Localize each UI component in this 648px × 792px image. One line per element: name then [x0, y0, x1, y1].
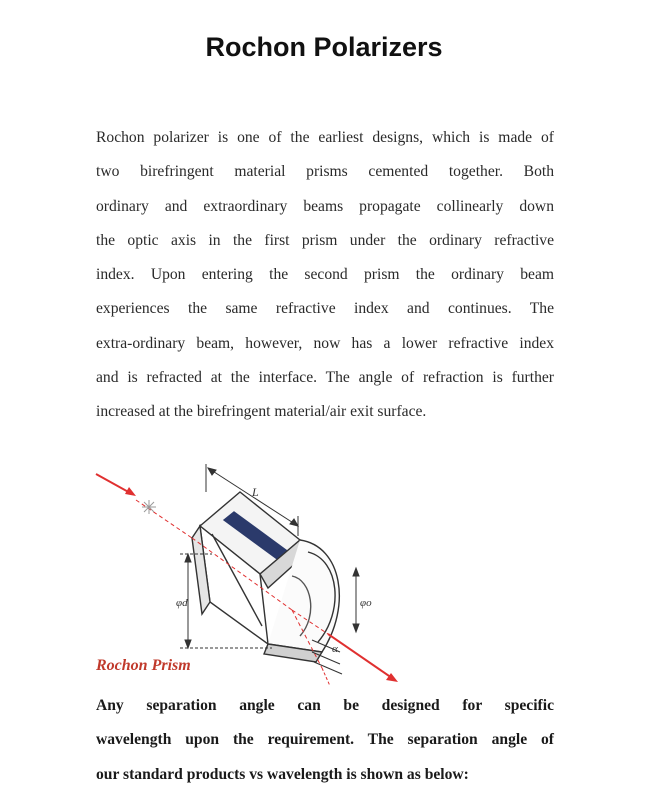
intro-paragraph	[96, 121, 554, 430]
exit-beams	[322, 634, 398, 686]
intro-line: the optic axis in the first prism under the ordinary refractive	[96, 231, 554, 249]
prism-body	[192, 492, 339, 662]
intro-line: index. Upon entering the second prism the ordinary beam	[96, 266, 554, 284]
phi-d-label: φd	[176, 597, 188, 609]
separation-angle-paragraph	[96, 689, 554, 792]
intro-line: two birefringent material prisms cemented together. Both	[96, 163, 554, 181]
outro-line: our standard products vs wavelength is shown as below:	[96, 765, 469, 783]
intro-line: increased at the birefringent material/air exit surface.	[96, 403, 427, 421]
outro-line: wavelength upon the requirement. The separation angle of	[96, 731, 554, 749]
outro-line: Any separation angle can be designed for specific	[96, 697, 554, 714]
polarization-star-icon	[142, 500, 156, 514]
intro-line: Rochon polarizer is one of the earliest designs, which is made of	[96, 129, 554, 146]
phi-o-dimension	[353, 568, 359, 632]
intro-line: extra-ordinary beam, however, now has a lower refractive index	[96, 334, 554, 352]
intro-line: experiences the same refractive index and continues. The	[96, 300, 554, 318]
figure-caption: Rochon Prism	[96, 657, 191, 674]
length-label: L	[252, 485, 259, 499]
alpha-label: α	[332, 643, 338, 655]
page-title: Rochon Polarizers	[205, 32, 443, 62]
phi-o-label: φo	[360, 597, 372, 609]
incoming-beam	[96, 474, 192, 538]
intro-line: ordinary and extraordinary beams propagate collinearly down	[96, 197, 554, 215]
intro-line: and is refracted at the interface. The angle of refraction is further	[96, 369, 554, 387]
rochon-prism-figure	[92, 456, 412, 692]
